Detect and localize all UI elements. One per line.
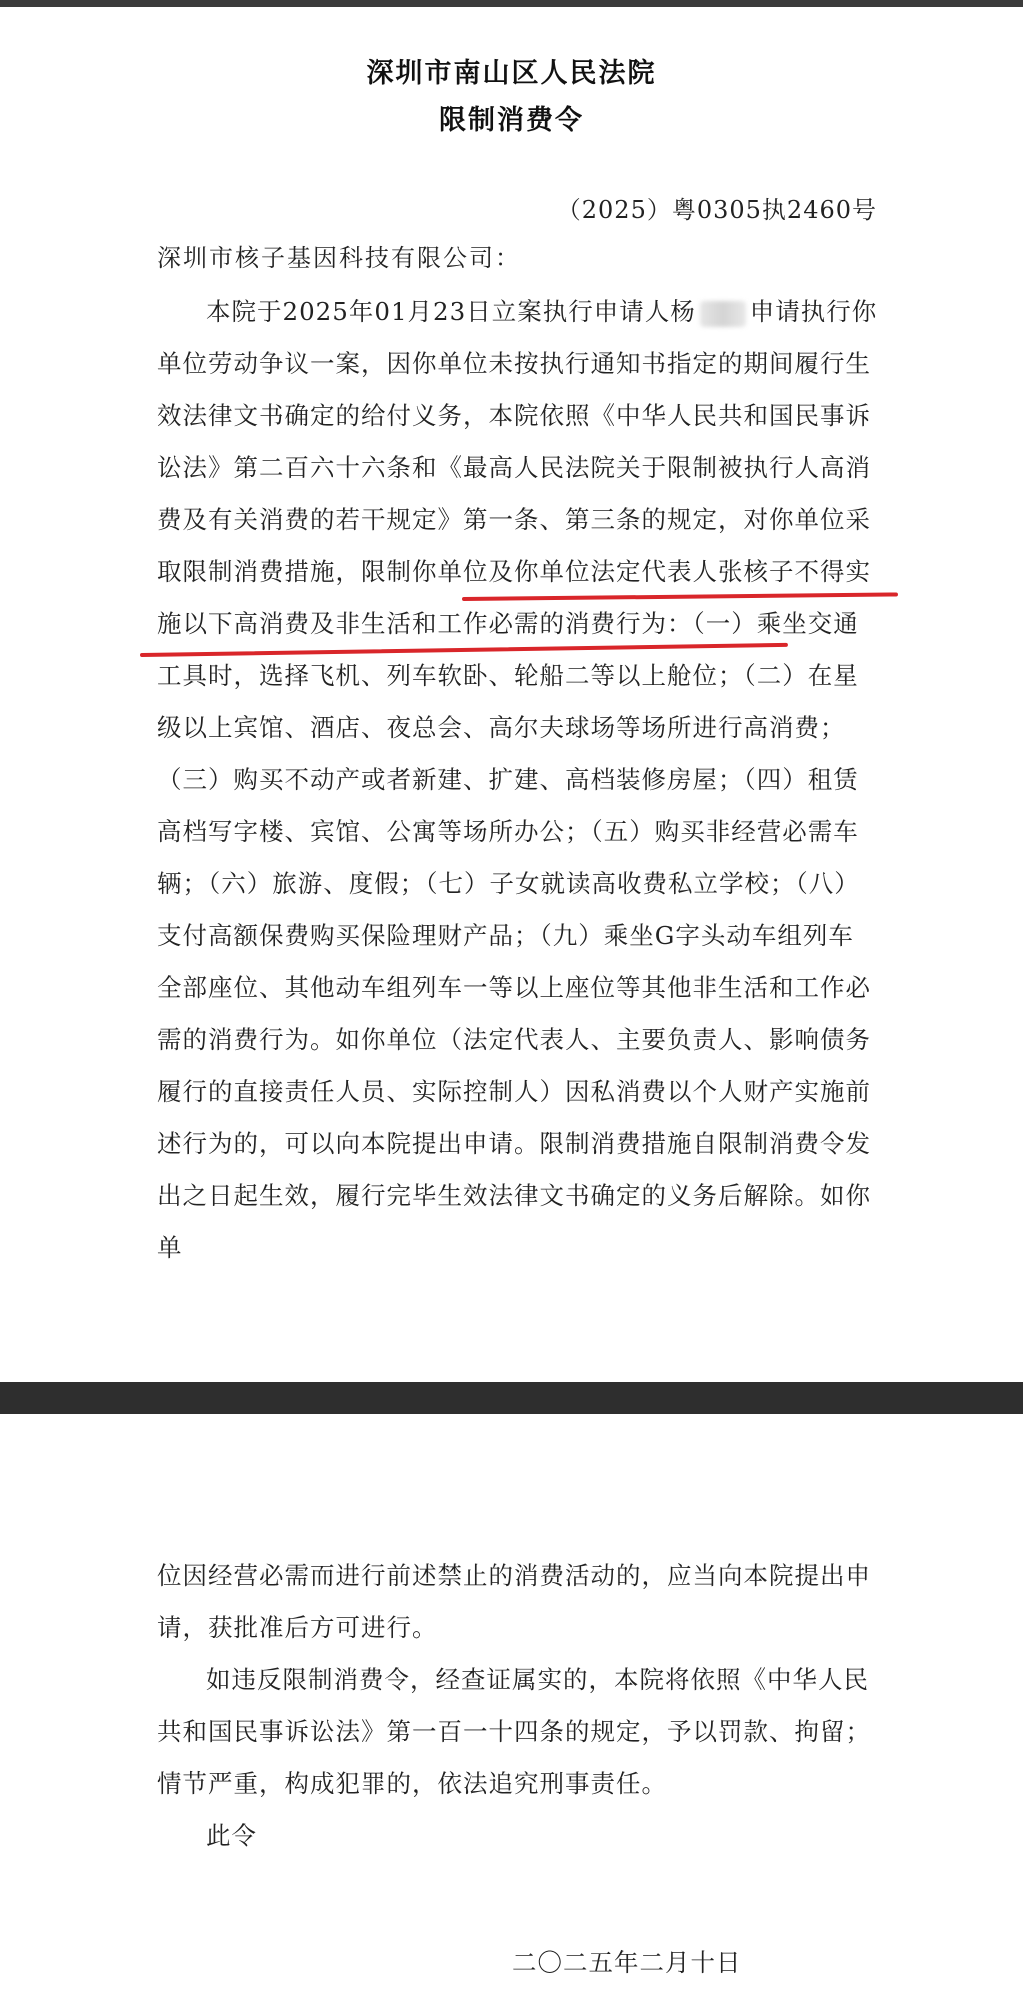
case-number: （2025）粤0305执2460号 xyxy=(556,196,877,224)
continued-text xyxy=(157,1550,879,1862)
warning-paragraph: 如违反限制消费令，经查证属实的，本院将依照《中华人民共和国民事诉讼法》第一百一十四条的规定，予以罚款、拘留；情节严重，构成犯罪的，依法追究刑事责任。 xyxy=(157,1665,871,1798)
document-title: 限制消费令 xyxy=(439,105,584,136)
continuation-paragraph: 位因经营必需而进行前述禁止的消费活动的，应当向本院提出申请，获批准后方可进行。 xyxy=(157,1561,871,1642)
top-edge-bar xyxy=(0,0,1023,7)
order-text: 申请执行你单位劳动争议一案，因你单位未按执行通知书指定的期间履行生效法律文书确定的给付义务，本院依照《中华人民共和国民事诉讼法》第二百六十六条和《最高人民法院关于限制被执行人高消费及有关消费的若干规定》第一条、第三条的规定，对你单位采取限制消费措施，限制你单位及你单位法定代表人张核子不得实施以下高消费及非生活和工作必需的消费行为：（一）乘坐交通工具时，选择飞机、列车软卧、轮船二等以上舱位；（二）在星级以上宾馆、酒店、夜总会、高尔夫球场等场所进行高消费；（三）购买不动产或者新建、扩建、高档装修房屋；（四）租赁高档写字楼、宾馆、公寓等场所办公；（五）购买非经营必需车辆；（六）旅游、度假；（七）子女就读高收费私立学校；（八）支付高额保费购买保险理财产品；（九）乘坐G字头动车组列车全部座位、其他动车组列车一等以上座位等其他非生活和工作必需的消费行为。如你单位（法定代表人、主要负责人、影响债务履行的直接责任人员、实际控制人）因私消费以个人财产实施前述行为的，可以向本院提出申请。限制消费措施自限制消费令发出之日起生效，履行完毕生效法律文书确定的义务后解除。如你单 xyxy=(157,297,878,1262)
document-page-2 xyxy=(0,1414,1023,2015)
redacted-name xyxy=(700,301,746,327)
intro-text: 本院于2025年01月23日立案执行申请人杨 xyxy=(206,297,696,326)
addressee: 深圳市核子基因科技有限公司： xyxy=(157,244,521,272)
issue-date: 二〇二五年二月十日 xyxy=(512,1948,742,1977)
document-page-1 xyxy=(0,7,1023,1382)
closing-line: 此令 xyxy=(206,1821,257,1850)
main-paragraph xyxy=(157,286,879,1274)
page-gap xyxy=(0,1382,1023,1414)
court-name: 深圳市南山区人民法院 xyxy=(366,58,657,89)
